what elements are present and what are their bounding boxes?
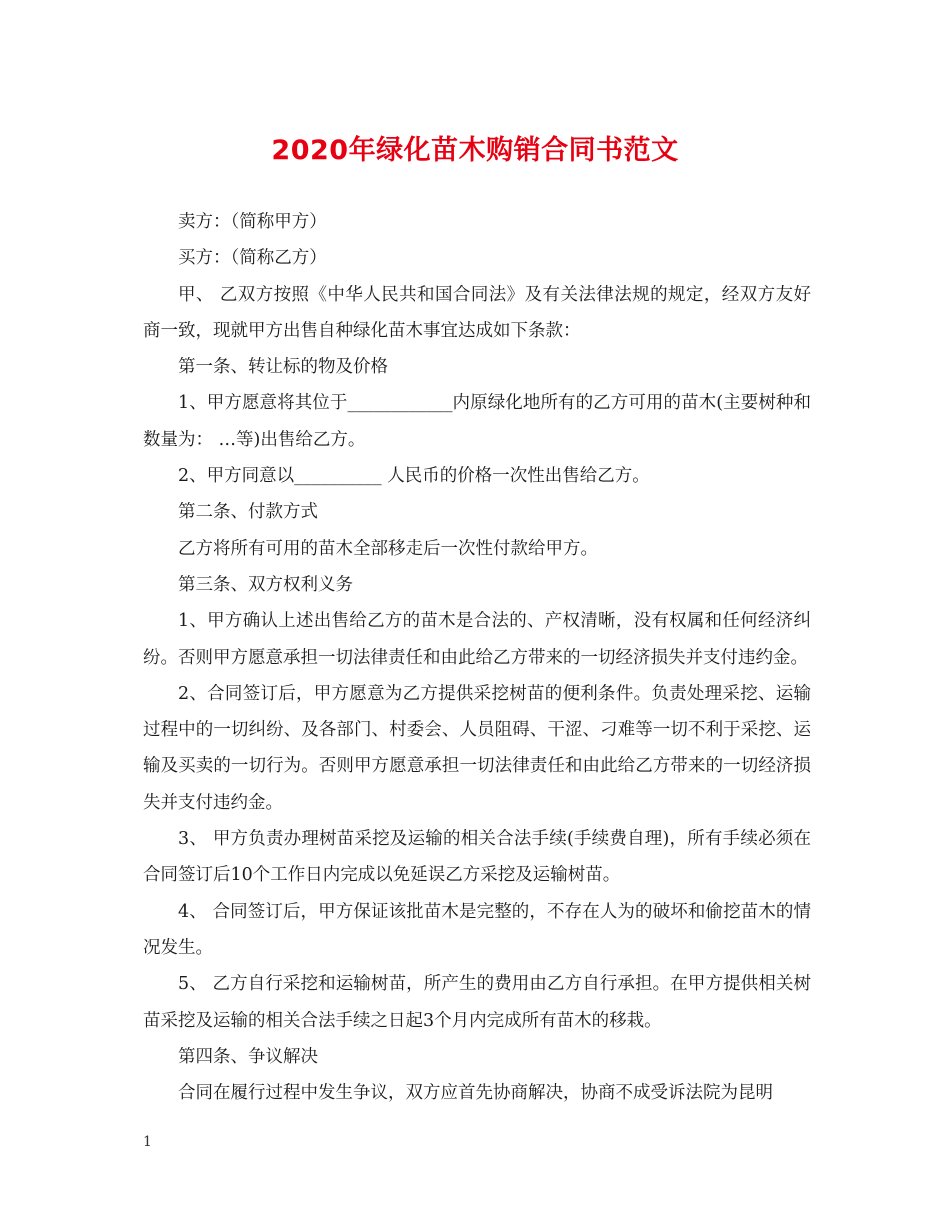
article-1-clause-2: 2、甲方同意以__________ 人民币的价格一次性出售给乙方。 [178,466,650,487]
article-3-heading: 第三条、双方权利义务 [178,574,353,595]
preamble-paragraph: 甲、 乙双方按照《中华人民共和国合同法》及有关法律法规的规定，经双方友好商一致，现就甲方出售自种绿化苗木事宜达成如下条款： [143,284,811,341]
article-3-clause-4: 4、 合同签订后，甲方保证该批苗木是完整的，不存在人为的破坏和偷挖苗木的情况发生。 [143,901,811,958]
article-4-heading: 第四条、争议解决 [178,1046,318,1067]
article-2-heading: 第二条、付款方式 [178,502,318,523]
article-1-clause-1: 1、甲方愿意将其位于____________内原绿化地所有的乙方可用的苗木(主要树种和数量为： …等)出售给乙方。 [143,393,811,450]
document-title: 2020年绿化苗木购销合同书范文 [271,135,679,166]
buyer-line: 买方：（简称乙方） [178,248,327,269]
article-2-text: 乙方将所有可用的苗木全部移走后一次性付款给甲方。 [178,538,598,559]
document-body [143,204,811,1111]
seller-line: 卖方：（简称甲方） [178,212,327,232]
article-4-text: 合同在履行过程中发生争议，双方应首先协商解决，协商不成受诉法院为昆明 [178,1083,773,1104]
article-3-clause-1: 1、甲方确认上述出售给乙方的苗木是合法的、产权清晰，没有权属和任何经济纠纷。否则甲方愿意承担一切法律责任和由此给乙方带来的一切经济损失并支付违约金。 [143,611,811,668]
article-3-clause-3: 3、 甲方负责办理树苗采挖及运输的相关合法手续(手续费自理)，所有手续必须在合同签订后10个工作日内完成以免延误乙方采挖及运输树苗。 [143,829,811,886]
article-3-clause-5: 5、 乙方自行采挖和运输树苗，所产生的费用由乙方自行承担。在甲方提供相关树苗采挖及运输的相关合法手续之日起3个月内完成所有苗木的移栽。 [143,974,811,1031]
article-1-heading: 第一条、转让标的物及价格 [178,357,388,378]
page-number: 1 [143,1134,152,1150]
article-3-clause-2: 2、合同签订后，甲方愿意为乙方提供采挖树苗的便利条件。负责处理采挖、运输过程中的一切纠纷、及各部门、村委会、人员阻碍、干涩、刁难等一切不利于采挖、运输及买卖的一切行为。否则甲方愿意承担一切法律责任和由此给乙方带来的一切经济损失并支付违约金。 [143,683,811,813]
